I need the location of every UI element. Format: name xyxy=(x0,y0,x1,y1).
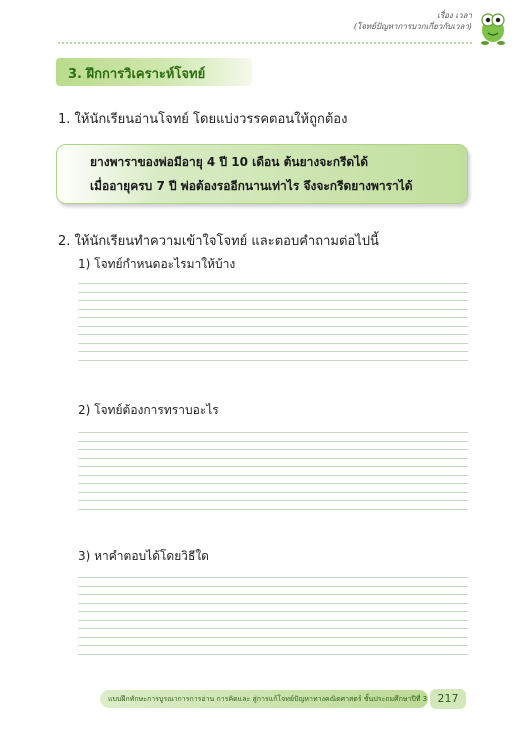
sub-question-3: 3) หาคำตอบได้โดยวิธีใด xyxy=(78,549,209,563)
question-1: 1. ให้นักเรียนอ่านโจทย์ โดยแบ่งวรรคตอนให้ถูกต้อง xyxy=(58,112,348,127)
answer-lines-3[interactable] xyxy=(78,577,468,662)
story-line-2: เมื่ออายุครบ 7 ปี พ่อต้องรออีกนานเท่าไร จึงจะกรีดยางพาราได้ xyxy=(90,179,413,193)
header-topic: เรื่อง เวลา xyxy=(437,11,472,20)
story-line-1: ยางพาราของพ่อมีอายุ 4 ปี 10 เดือน ต้นยางจะกรีดได้ xyxy=(90,155,369,169)
header-topic-block xyxy=(354,10,472,32)
footer-text: แบบฝึกทักษะการบูรณาการการอ่าน การคิดและ สู่การแก้โจทย์ปัญหาทางคณิตศาสตร์ ชั้นประถมศึกษาปีที่ 3 xyxy=(108,695,428,703)
sub-question-1: 1) โจทย์กำหนดอะไรมาให้บ้าง xyxy=(78,257,236,271)
header-subtitle: (โจทย์ปัญหาการบวกเกี่ยวกับเวลา) xyxy=(353,22,472,31)
section-title: 3. ฝึกการวิเคราะห์โจทย์ xyxy=(68,67,206,82)
header-divider xyxy=(58,42,472,44)
question-2: 2. ให้นักเรียนทำความเข้าใจโจทย์ และตอบคำถามต่อไปนี้ xyxy=(58,234,379,249)
mascot-icon xyxy=(476,6,510,46)
page-number: 217 xyxy=(430,689,466,709)
answer-lines-1[interactable] xyxy=(78,283,468,368)
answer-lines-2[interactable] xyxy=(78,432,468,517)
sub-question-2: 2) โจทย์ต้องการทราบอะไร xyxy=(78,403,219,417)
